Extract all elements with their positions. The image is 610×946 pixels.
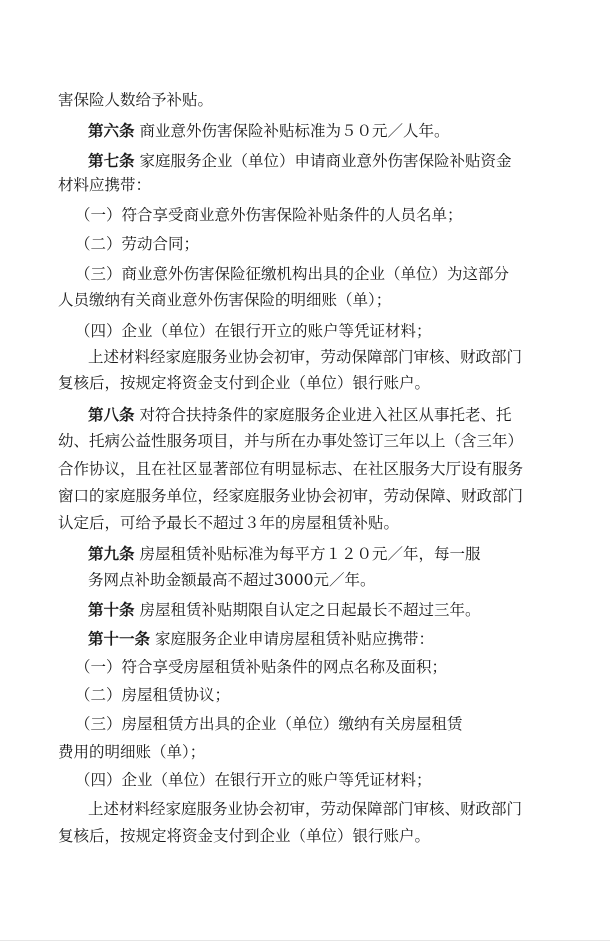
article-9-line	[88, 544, 588, 564]
article-7-line	[88, 151, 588, 171]
paragraph-line	[58, 742, 558, 762]
line-text: 上述材料经家庭服务业协会初审，劳动保障部门审核、财政部门	[88, 348, 523, 366]
list-item	[75, 234, 575, 254]
line-text: （一）符合享受房屋租赁补贴条件的网点名称及面积；	[75, 658, 448, 676]
paragraph-line	[58, 290, 558, 310]
line-text: （一）符合享受商业意外伤害保险补贴条件的人员名单；	[75, 206, 463, 224]
line-text: 材料应携带：	[58, 176, 152, 194]
line-text: （二）劳动合同；	[75, 235, 200, 253]
article-label: 第十一条	[88, 629, 151, 648]
line-text: 家庭服务企业申请房屋租赁补贴应携带：	[154, 630, 434, 648]
list-item	[75, 264, 575, 284]
line-text: （四）企业（单位）在银行开立的账户等凭证材料；	[75, 322, 432, 340]
article-10-line	[88, 600, 588, 620]
paragraph-line	[58, 486, 558, 506]
paragraph-line	[88, 570, 588, 590]
article-label: 第七条	[88, 151, 135, 170]
list-item	[75, 657, 575, 677]
line-text: 人员缴纳有关商业意外伤害保险的明细账（单）；	[58, 291, 392, 309]
article-label: 第八条	[88, 405, 135, 424]
paragraph-line	[58, 459, 558, 479]
line-text: 复核后，按规定将资金支付到企业（单位）银行账户。	[58, 827, 431, 845]
article-label: 第六条	[88, 121, 135, 140]
line-text: 务网点补助金额最高不超过3000元／年。	[88, 571, 376, 589]
article-label: 第十条	[88, 600, 135, 619]
paragraph-line	[58, 826, 558, 846]
line-text: 房屋租赁补贴期限自认定之日起最长不超过三年。	[139, 601, 481, 619]
line-text: 商业意外伤害保险补贴标准为５０元／人年。	[139, 122, 450, 140]
paragraph-line	[58, 90, 558, 110]
line-text: 对符合扶持条件的家庭服务企业进入社区从事托老、托	[139, 406, 512, 424]
paragraph-line	[58, 373, 558, 393]
line-text: 害保险人数给予补贴。	[58, 91, 214, 109]
line-text: 窗口的家庭服务单位，经家庭服务业协会初审，劳动保障、财政部门	[58, 487, 524, 505]
line-text: 幼、托病公益性服务项目，并与所在办事处签订三年以上（含三年）	[58, 432, 524, 450]
line-text: （三）商业意外伤害保险征缴机构出具的企业（单位）为这部分	[75, 265, 510, 283]
paragraph-line	[88, 799, 588, 819]
article-8-line	[88, 405, 588, 425]
list-item	[75, 770, 575, 790]
list-item	[75, 205, 575, 225]
paragraph-line	[58, 175, 558, 195]
line-text: 费用的明细账（单）；	[58, 743, 206, 761]
paragraph-line	[58, 431, 558, 451]
line-text: （二）房屋租赁协议；	[75, 686, 231, 704]
list-item	[75, 714, 575, 734]
list-item	[75, 685, 575, 705]
article-11-line	[88, 629, 588, 649]
line-text: 认定后，可给予最长不超过３年的房屋租赁补贴。	[58, 514, 400, 532]
article-6-line	[88, 121, 588, 141]
article-label: 第九条	[88, 544, 135, 563]
paragraph-line	[88, 347, 588, 367]
line-text: 合作协议，且在社区显著部位有明显标志、在社区服务大厅设有服务	[58, 460, 524, 478]
page-edge-divider	[0, 940, 610, 941]
paragraph-line	[58, 513, 558, 533]
line-text: 家庭服务企业（单位）申请商业意外伤害保险补贴资金	[139, 152, 512, 170]
line-text: （三）房屋租赁方出具的企业（单位）缴纳有关房屋租赁	[75, 715, 463, 733]
list-item	[75, 321, 575, 341]
line-text: （四）企业（单位）在银行开立的账户等凭证材料；	[75, 771, 432, 789]
line-text: 复核后，按规定将资金支付到企业（单位）银行账户。	[58, 374, 431, 392]
line-text: 房屋租赁补贴标准为每平方１２０元／年，每一服	[139, 545, 481, 563]
line-text: 上述材料经家庭服务业协会初审，劳动保障部门审核、财政部门	[88, 800, 523, 818]
